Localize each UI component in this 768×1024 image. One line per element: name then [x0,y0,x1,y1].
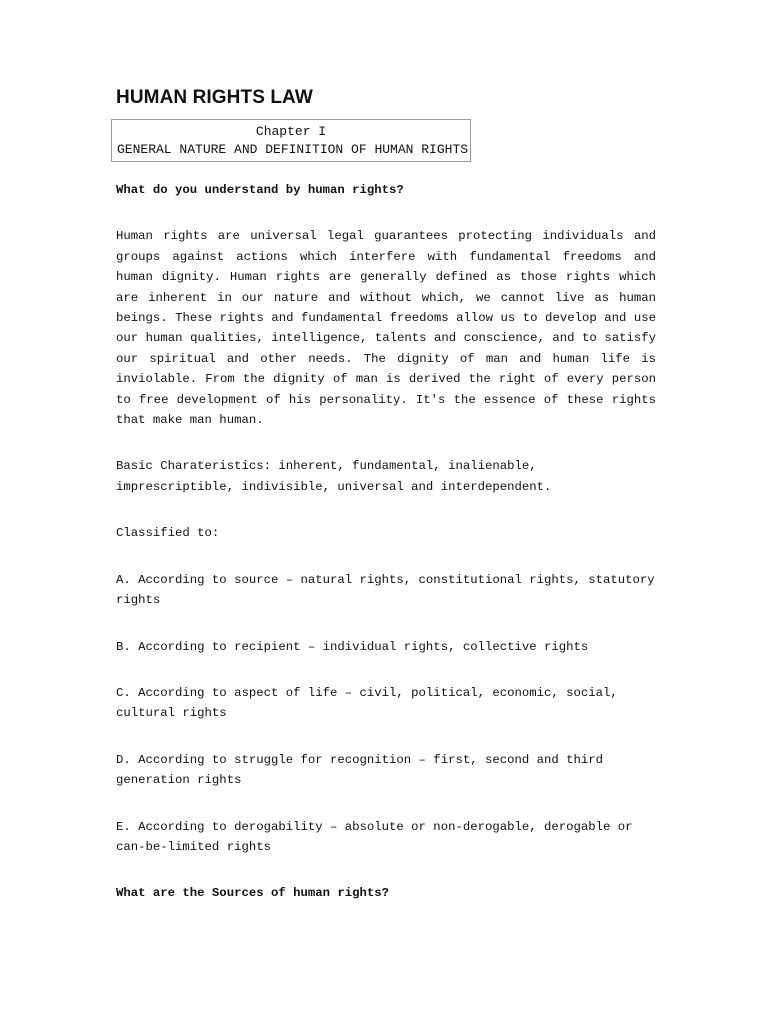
classified-heading: Classified to: [116,526,220,541]
document-page [116,86,656,904]
characteristics-paragraph: Basic Charateristics: inherent, fundamental, inalienable, imprescriptible, indivisible, universal and interdependent. [116,459,552,494]
classification-item: E. According to derogability – absolute or non-derogable, derogable or can-be-limited rights [116,819,633,854]
chapter-heading-box [111,119,471,162]
classification-item: C. According to aspect of life – civil, political, economic, social, cultural rights [116,685,618,721]
definition-paragraph: Human rights are universal legal guarantees protecting individuals and groups against actions which interfere with fundamental freedoms and human dignity. Human rights are generally defined as those rights which are inherent in our nature and without which, we cannot live as human beings. These rights and fundamental freedoms allow us to develop and use our human qualities, intelligence, talents and conscience, and to satisfy our spiritual and other needs. The dignity of man and human life is inviolable. From the dignity of man is derived the right of every person to free development of his personality. It's the essence of these rights that make man human. [116,229,656,428]
chapter-title: GENERAL NATURE AND DEFINITION OF HUMAN RIGHTS [117,142,469,157]
document-title: HUMAN RIGHTS LAW [116,87,313,108]
classification-item: D. According to struggle for recognition – first, second and third generation rights [116,752,604,788]
question-sources: What are the Sources of human rights? [116,886,390,901]
chapter-number: Chapter I [255,124,327,139]
classification-item: B. According to recipient – individual rights, collective rights [116,639,589,654]
question-human-rights: What do you understand by human rights? [116,183,404,197]
classification-item: A. According to source – natural rights, constitutional rights, statutory rights [116,572,655,608]
